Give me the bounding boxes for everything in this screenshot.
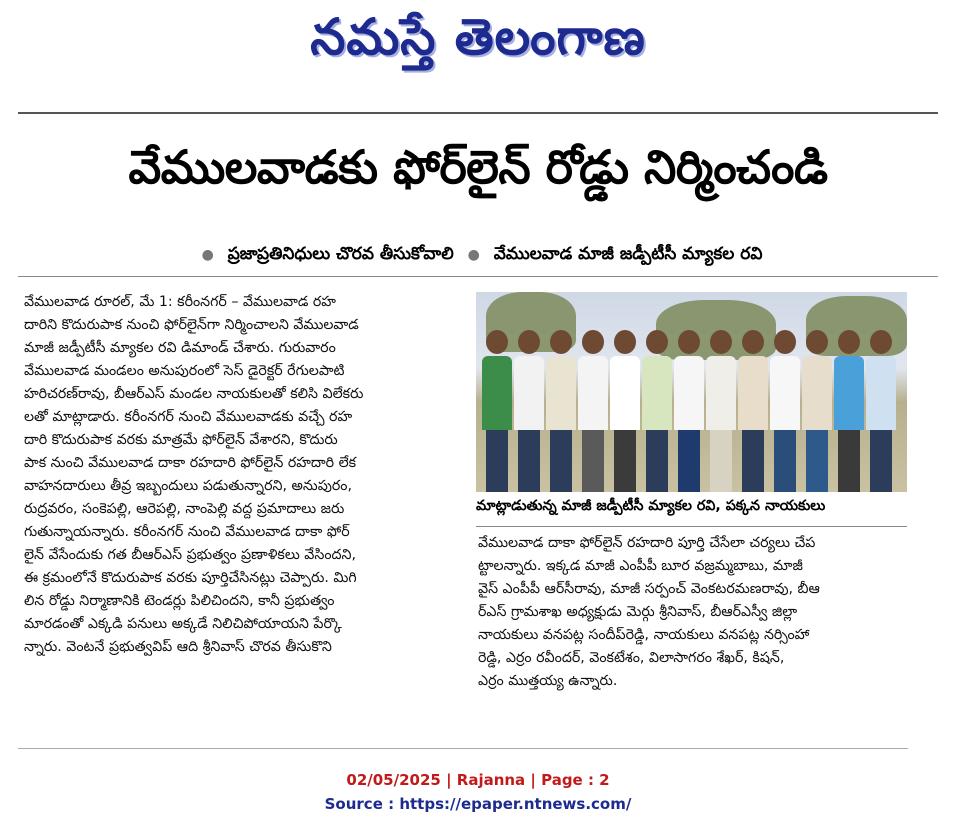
body-line: వేములవాడ మండలం అనుపురంలో సెస్ డైరెక్టర్ రేగులపాటి	[24, 363, 345, 379]
body-line: వైస్ ఎంపీపీ ఆర్‌సీరావు, మాజీ సర్పంచ్ వెంకటరమణరావు, బీఆ	[478, 581, 820, 597]
body-line: వేములవాడ దాకా ఫోర్‌లైన్ రహదారి పూర్తి చేసేలా చర్యలు చేప	[478, 535, 816, 551]
body-line: ర్‌ఎస్ గ్రామశాఖ అధ్యక్షుడు మెర్గు శ్రీనివాస్, బీఆర్‌ఎస్వీ జిల్లా	[478, 604, 798, 620]
body-line: పాక నుంచి వేములవాడ దాకా రహదారి ఫోర్‌లైన్ రహదారి లేక	[24, 455, 357, 471]
body-line: లిన రోడ్డు నిర్మాణానికి టెండర్లు పిలిచిందని, కానీ ప్రభుత్వం	[24, 593, 335, 609]
subhead-divider	[18, 276, 938, 277]
footer-divider	[18, 748, 908, 749]
caption-divider	[476, 526, 907, 527]
body-line: మారడంతో ఎక్కడి పనులు అక్కడే నిలిచిపోయాయని పేర్కొ	[24, 616, 342, 632]
article-body-left	[24, 291, 468, 659]
body-line: దారి కొదురుపాక వరకు మాత్రమే ఫోర్‌లైన్ వేశారని, కొదురు	[24, 432, 338, 448]
masthead	[0, 0, 956, 100]
body-line: రుద్రవరం, సంకెపల్లి, ఆరెపల్లి, నాంపెల్లి వద్ద ప్రమాదాలు జరు	[24, 501, 345, 517]
bullet-icon: ●	[201, 247, 214, 263]
body-line: గుతున్నాయన్నారు. కరీంనగర్ నుంచి వేములవాడ దాకా ఫోర్	[24, 524, 350, 540]
newspaper-logo: నమస్తే తెలంగాణ	[310, 8, 646, 66]
body-line: మాజీ జడ్పీటీసీ మ్యాకల రవి డిమాండ్ చేశారు. గురువారం	[24, 340, 336, 356]
subhead-1: ప్రజాప్రతినిధులు చొరవ తీసుకోవాలి	[227, 244, 454, 264]
subhead-2: వేములవాడ మాజీ జడ్పీటీసీ మ్యాకల రవి	[493, 244, 763, 264]
masthead-divider	[18, 112, 938, 114]
body-line: ఈ క్రమంలోనే కొదురుపాక వరకు పూర్తిచేసినట్లు చెప్పారు. మిగి	[24, 570, 357, 586]
edition-info: 02/05/2025 | Rajanna | Page : 2	[346, 771, 610, 789]
body-line: ఎర్రం ముత్తయ్య ఉన్నారు.	[478, 673, 618, 689]
article-subheads	[0, 244, 956, 268]
group-photo	[476, 292, 907, 492]
body-line: లైన్ వేసేందుకు గత బీఆర్‌ఎస్ ప్రభుత్వం ప్రణాళికలు వేసిందని,	[24, 547, 357, 563]
body-line: న్నారు. వెంటనే ప్రభుత్వవిప్ ఆది శ్రీనివాస్ చొరవ తీసుకొని	[24, 639, 332, 655]
body-line: రెడ్డి, ఎర్రం రవీందర్, వెంకటేశం, విలాసాగరం శేఖర్, కిషన్,	[478, 650, 785, 666]
body-line: లతో మాట్లాడారు. కరీంనగర్ నుంచి వేములవాడకు వచ్చే రహ	[24, 409, 353, 425]
body-line: వాహనదారులు తీవ్ర ఇబ్బందులు పడుతున్నారని, అనుపురం,	[24, 478, 352, 494]
photo-caption: మాట్లాడుతున్న మాజీ జడ్పీటీసీ మ్యాకల రవి, పక్కన నాయకులు	[476, 498, 826, 514]
source-link[interactable]: Source : https://epaper.ntnews.com/	[324, 795, 632, 813]
body-line: ట్టాలన్నారు. ఇక్కడ మాజీ ఎంపీపీ బూర వజ్రమ్మబాబు, మాజీ	[478, 558, 803, 574]
page-footer	[0, 768, 956, 816]
body-line: వేములవాడ రూరల్, మే 1: కరీంనగర్ – వేములవాడ రహ	[24, 294, 336, 310]
body-line: నాయకులు వనపట్ల సందీప్‌రెడ్డి, నాయకులు వనపట్ల నర్సింహా	[478, 627, 810, 643]
body-line: హరిచరణ్‌రావు, బీఆర్‌ఎస్ మండల నాయకులతో కలిసి విలేకరు	[24, 386, 364, 402]
article-headline: వేములవాడకు ఫోర్‌లైన్ రోడ్డు నిర్మించండి	[128, 140, 828, 194]
body-line: దారిని కొదురుపాక నుంచి ఫోర్‌లైన్‌గా నిర్మించాలని వేములవాడ	[24, 317, 359, 333]
article-body-right	[478, 532, 908, 693]
bullet-icon: ●	[467, 247, 480, 263]
